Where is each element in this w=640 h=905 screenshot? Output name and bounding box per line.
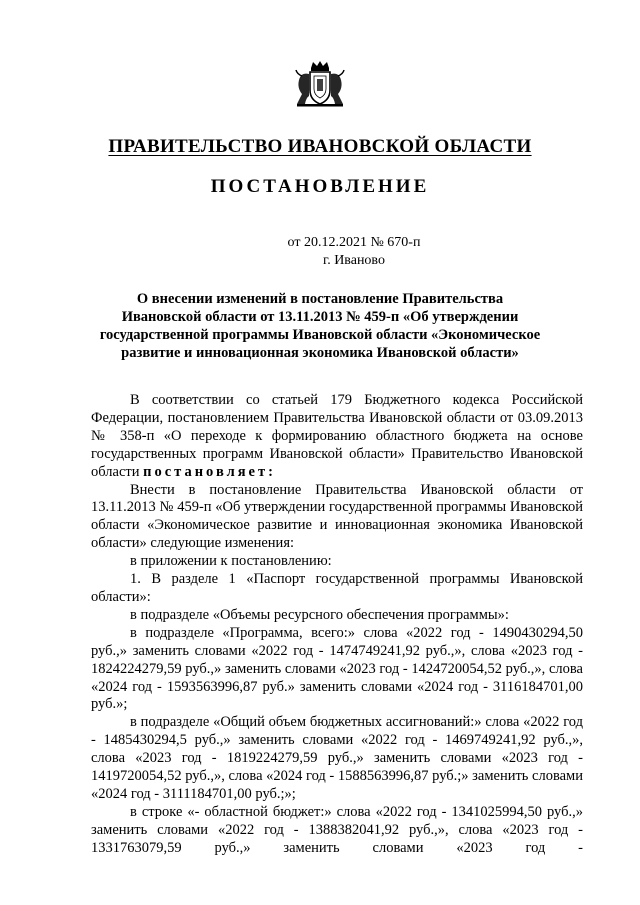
paragraph-amend: Внести в постановление Правительства Ивановской области от 13.11.2013 № 459-п «Об утверждении государственной программы Ивановской области «Экономическое развитие и инновационная экономика Ивановской области» следующие изменения: (91, 481, 583, 552)
organization-name: ПРАВИТЕЛЬСТВО ИВАНОВСКОЙ ОБЛАСТИ (108, 136, 532, 157)
paragraph-section-1: 1. В разделе 1 «Паспорт государственной программы Ивановской области»: (91, 571, 583, 605)
document-body (91, 392, 583, 858)
decree-word: постановляет: (143, 463, 276, 480)
city: г. Иваново (323, 253, 385, 268)
date-number: от 20.12.2021 № 670-п (287, 235, 421, 250)
paragraph-program-total: в подразделе «Программа, всего:» слова «2022 год - 1490430294,50 руб.,» заменить словами «2022 год - 1474749241,92 руб.,», слова «2023 год - 1824224279,59 руб.,» заменить словами «2023 год - 1424720054,52 руб.,», слова «2024 год - 1593563996,87 руб.» заменить словами «2024 год - 3116184701,00 руб.»; (91, 624, 583, 713)
preamble-text: В соответствии со статьей 179 Бюджетного кодекса Российской Федерации, постановлением Правительства Ивановской области от 03.09.2013 № 358-п «О переходе к формированию областного бюджета на основе государственных программ Ивановской области» Правительство Ивановской области (91, 392, 583, 480)
organization-title (0, 136, 640, 158)
paragraph-budget-total: в подразделе «Общий объем бюджетных ассигнований:» слова «2022 год - 1485430294,5 руб.,» заменить словами «2022 год - 1469749241,92 руб.,», слова «2023 год - 1819224279,59 руб.,» заменить словами «2023 год - 1419720054,52 руб.,», слова «2024 год - 1588563996,87 руб.;» заменить словами «2024 год - 3111184701,00 руб.;»; (91, 714, 583, 802)
document-type: ПОСТАНОВЛЕНИЕ (210, 176, 430, 197)
coat-of-arms-icon (293, 60, 347, 108)
document-subject: О внесении изменений в постановление Правительства Ивановской области от 13.11.2013 № 459-п «Об утверждении государственной программы Ивановской области «Экономическое развитие и инновационная экономика Ивановской области» (99, 291, 541, 361)
paragraph-appendix: в приложении к постановлению: (130, 553, 332, 570)
document-meta (0, 234, 640, 270)
paragraph-preamble (91, 392, 583, 482)
paragraph-subsection: в подразделе «Объемы ресурсного обеспечения программы»: (130, 606, 509, 623)
paragraph-regional-budget: в строке «- областной бюджет:» слова «2022 год - 1341025994,50 руб.,» заменить словами «2022 год - 1388382041,92 руб.,», слова «2023 год - 1331763079,59 руб.,» заменить словами «2023 год - (91, 803, 583, 856)
